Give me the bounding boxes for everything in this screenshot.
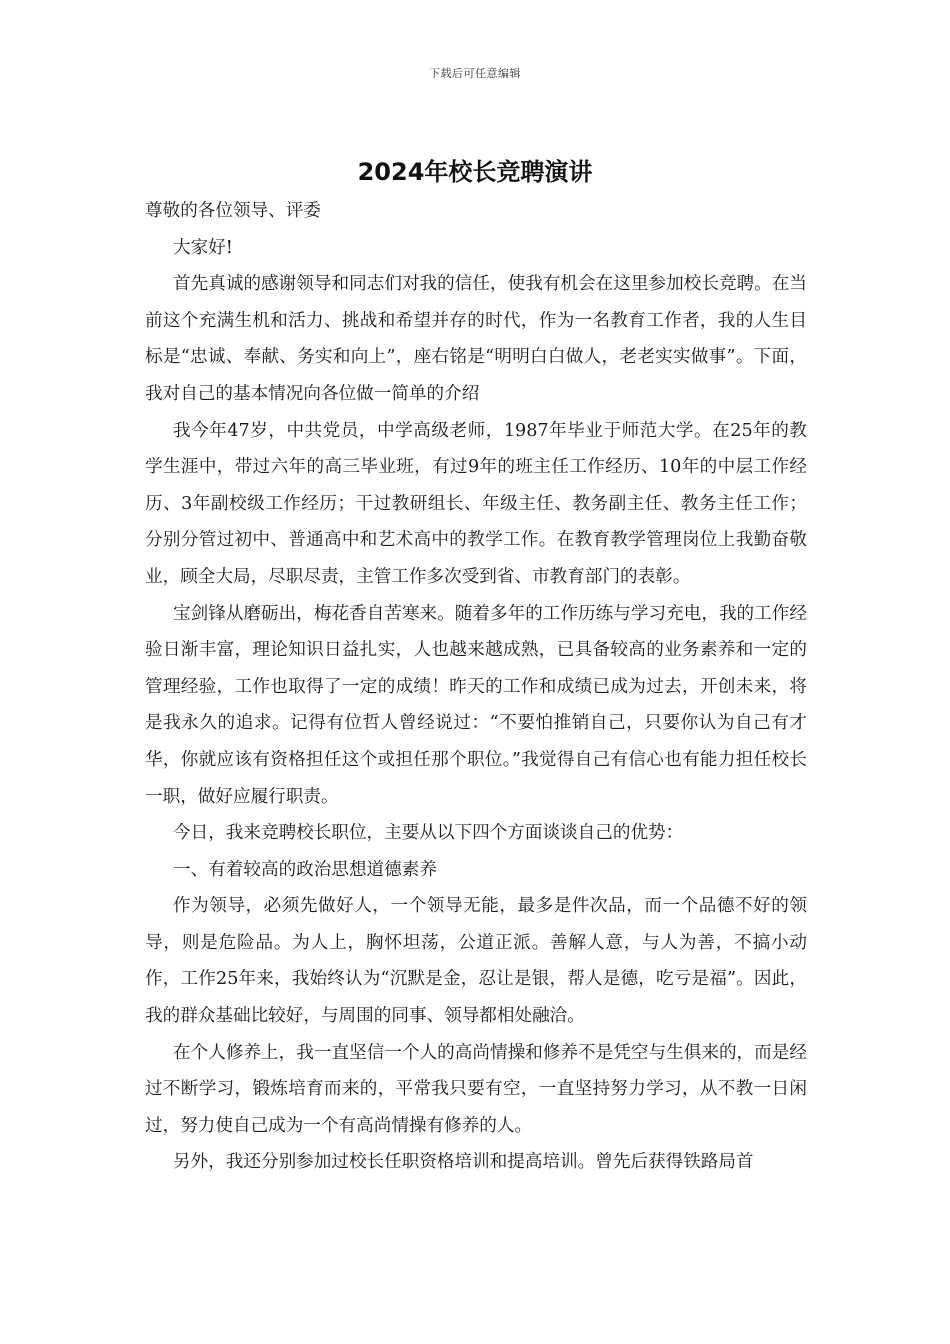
paragraph-leadership: 作为领导，必须先做好人，一个领导无能，最多是件次品，而一个品德不好的领导，则是危险品。为人上，胸怀坦荡，公道正派。善解人意，与人为善，不搞小动作，工作25年来，我始终认为“沉默是金，忍让是银，帮人是德，吃亏是福”。因此，我的群众基础比较好，与周围的同事、领导都相处融洽。: [145, 896, 807, 1027]
paragraph-greeting: 大家好!: [173, 237, 233, 258]
paragraph-experience: 宝剑锋从磨砺出，梅花香自苦寒来。随着多年的工作历练与学习充电，我的工作经验日渐丰富，理论知识日益扎实，人也越来越成熟，已具备较高的业务素养和一定的管理经验，工作也取得了一定的成绩！昨天的工作和成绩已成为过去，开创未来，将是我永久的追求。记得有位哲人曾经说过：“不要怕推销自己，只要你认为自己有才华，你就应该有资格担任这个或担任那个职位。”我觉得自己有信心也有能力担任校长一职，做好应履行职责。: [145, 603, 807, 807]
paragraph-intro: 首先真诚的感谢领导和同志们对我的信任，使我有机会在这里参加校长竞聘。在当前这个充满生机和活力、挑战和希望并存的时代，作为一名教育工作者，我的人生目标是“忠诚、奉献、务实和向上”，座右铭是“明明白白做人，老老实实做事”。下面，我对自己的基本情况向各位做一简单的介绍: [145, 274, 807, 404]
header-note: 下载后可任意编辑: [429, 67, 521, 80]
paragraph-background: 我今年47岁，中共党员，中学高级老师，1987年毕业于师范大学。在25年的教学生涯中，带过六年的高三毕业班，有过9年的班主任工作经历、10年的中层工作经历、3年副校级工作经历；干过教研组长、年级主任、教务副主任、教务主任工作；分别分管过初中、普通高中和艺术高中的教学工作。在教育教学管理岗位上我勤奋敬业，顾全大局，尽职尽责，主管工作多次受到省、市教育部门的表彰。: [145, 420, 807, 587]
paragraph-training: 另外，我还分别参加过校长任职资格培训和提高培训。曾先后获得铁路局首: [173, 1152, 754, 1173]
paragraph-self-cultivation: 在个人修养上，我一直坚信一个人的高尚情操和修养不是凭空与生俱来的，而是经过不断学习，锻炼培育而来的，平常我只要有空，一直坚持努力学习，从不教一日闲过，努力使自己成为一个有高尚情操有修养的人。: [145, 1042, 807, 1136]
document-title: 2024年校长竞聘演讲: [357, 158, 593, 186]
document-body: [145, 193, 807, 1181]
paragraph-advantages-intro: 今日，我来竞聘校长职位，主要从以下四个方面谈谈自己的优势：: [173, 823, 684, 844]
section-heading-1: 一、有着较高的政治思想道德素养: [173, 859, 437, 880]
salutation: 尊敬的各位领导、评委: [145, 201, 321, 221]
